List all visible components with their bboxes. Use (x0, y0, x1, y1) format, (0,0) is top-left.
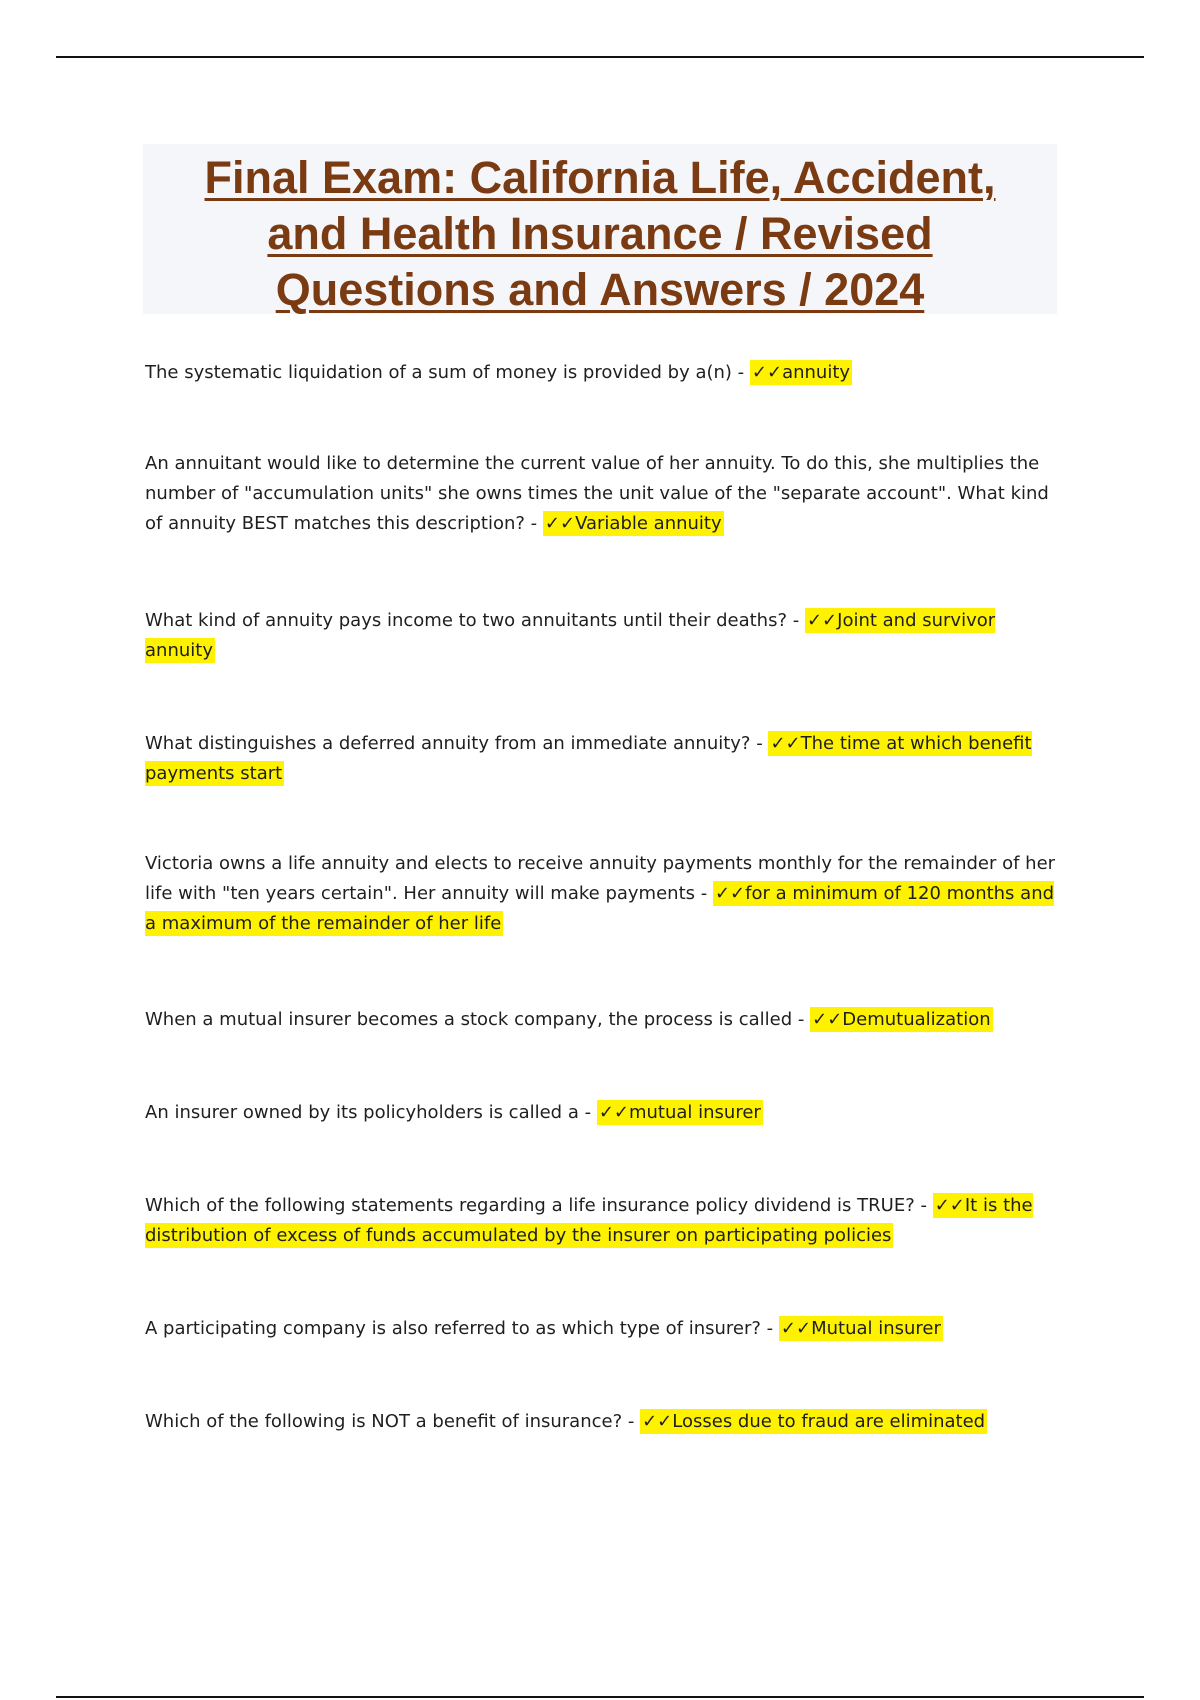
title-line-3: Questions and Answers / 2024 (275, 264, 925, 315)
answer-highlight (543, 511, 724, 536)
question-text: Victoria owns a life annuity and elects to receive annuity payments monthly for the remainder of her life with "ten years certain". Her annuity will make payments - (145, 853, 1056, 904)
answer-text: for a minimum of 120 months and a maximum of the remainder of her life (145, 883, 1055, 934)
question-text: What kind of annuity pays income to two annuitants until their deaths? - (145, 610, 800, 631)
qa-item-1 (145, 358, 1060, 388)
answer-text: mutual insurer (628, 1102, 761, 1123)
question-text: Which of the following statements regarding a life insurance policy dividend is TRUE? - (145, 1195, 927, 1216)
check-mark-icon: ✓✓ (544, 513, 576, 534)
qa-item-3 (145, 606, 1060, 666)
top-rule (56, 56, 1144, 58)
question-text: An annuitant would like to determine the current value of her annuity. To do this, she multiplies the number of "accumulation units" she owns times the unit value of the "separate account". What kind of annuity BEST matches this description? - (145, 453, 1049, 534)
answer-text: Joint and survivor annuity (145, 610, 996, 661)
check-mark-icon: ✓✓ (598, 1102, 629, 1123)
question-text: Which of the following is NOT a benefit of insurance? - (145, 1411, 635, 1432)
bottom-rule (56, 1696, 1144, 1698)
question-text: When a mutual insurer becomes a stock company, the process is called - (145, 1009, 805, 1030)
answer-text: The time at which benefit payments start (145, 733, 1032, 784)
check-mark-icon: ✓✓ (751, 362, 783, 383)
qa-item-2 (145, 449, 1060, 539)
answer-text: Demutualization (842, 1009, 991, 1030)
question-text: The systematic liquidation of a sum of money is provided by a(n) - (145, 362, 745, 383)
question-text: An insurer owned by its policyholders is called a - (145, 1102, 592, 1123)
qa-item-6 (145, 1005, 1060, 1035)
title-line-1: Final Exam: California Life, Accident, (204, 152, 996, 203)
check-mark-icon: ✓✓ (770, 733, 801, 754)
check-mark-icon: ✓✓ (806, 610, 838, 631)
qa-item-10 (145, 1407, 1060, 1437)
answer-highlight (640, 1409, 987, 1434)
answer-highlight (750, 360, 852, 385)
answer-highlight (810, 1007, 993, 1032)
question-text: What distinguishes a deferred annuity from an immediate annuity? - (145, 733, 763, 754)
qa-item-4 (145, 729, 1060, 789)
qa-item-8 (145, 1191, 1060, 1251)
title-banner (143, 144, 1057, 314)
check-mark-icon: ✓✓ (714, 883, 746, 904)
check-mark-icon: ✓✓ (642, 1411, 673, 1432)
question-text: A participating company is also referred to as which type of insurer? - (145, 1318, 774, 1339)
check-mark-icon: ✓✓ (934, 1195, 965, 1216)
check-mark-icon: ✓✓ (812, 1009, 843, 1030)
document-title (143, 144, 1057, 318)
title-line-2: and Health Insurance / Revised (267, 208, 933, 259)
answer-text: It is the distribution of excess of funds accumulated by the insurer on participating policies (145, 1195, 1033, 1246)
check-mark-icon: ✓✓ (780, 1318, 812, 1339)
qa-item-5 (145, 849, 1060, 939)
answer-highlight (597, 1100, 763, 1125)
answer-text: annuity (782, 362, 851, 383)
answer-highlight (779, 1316, 943, 1341)
answer-text: Mutual insurer (811, 1318, 941, 1339)
answer-text: Losses due to fraud are eliminated (672, 1411, 986, 1432)
qa-item-7 (145, 1098, 1060, 1128)
answer-text: Variable annuity (575, 513, 722, 534)
qa-item-9 (145, 1314, 1060, 1344)
